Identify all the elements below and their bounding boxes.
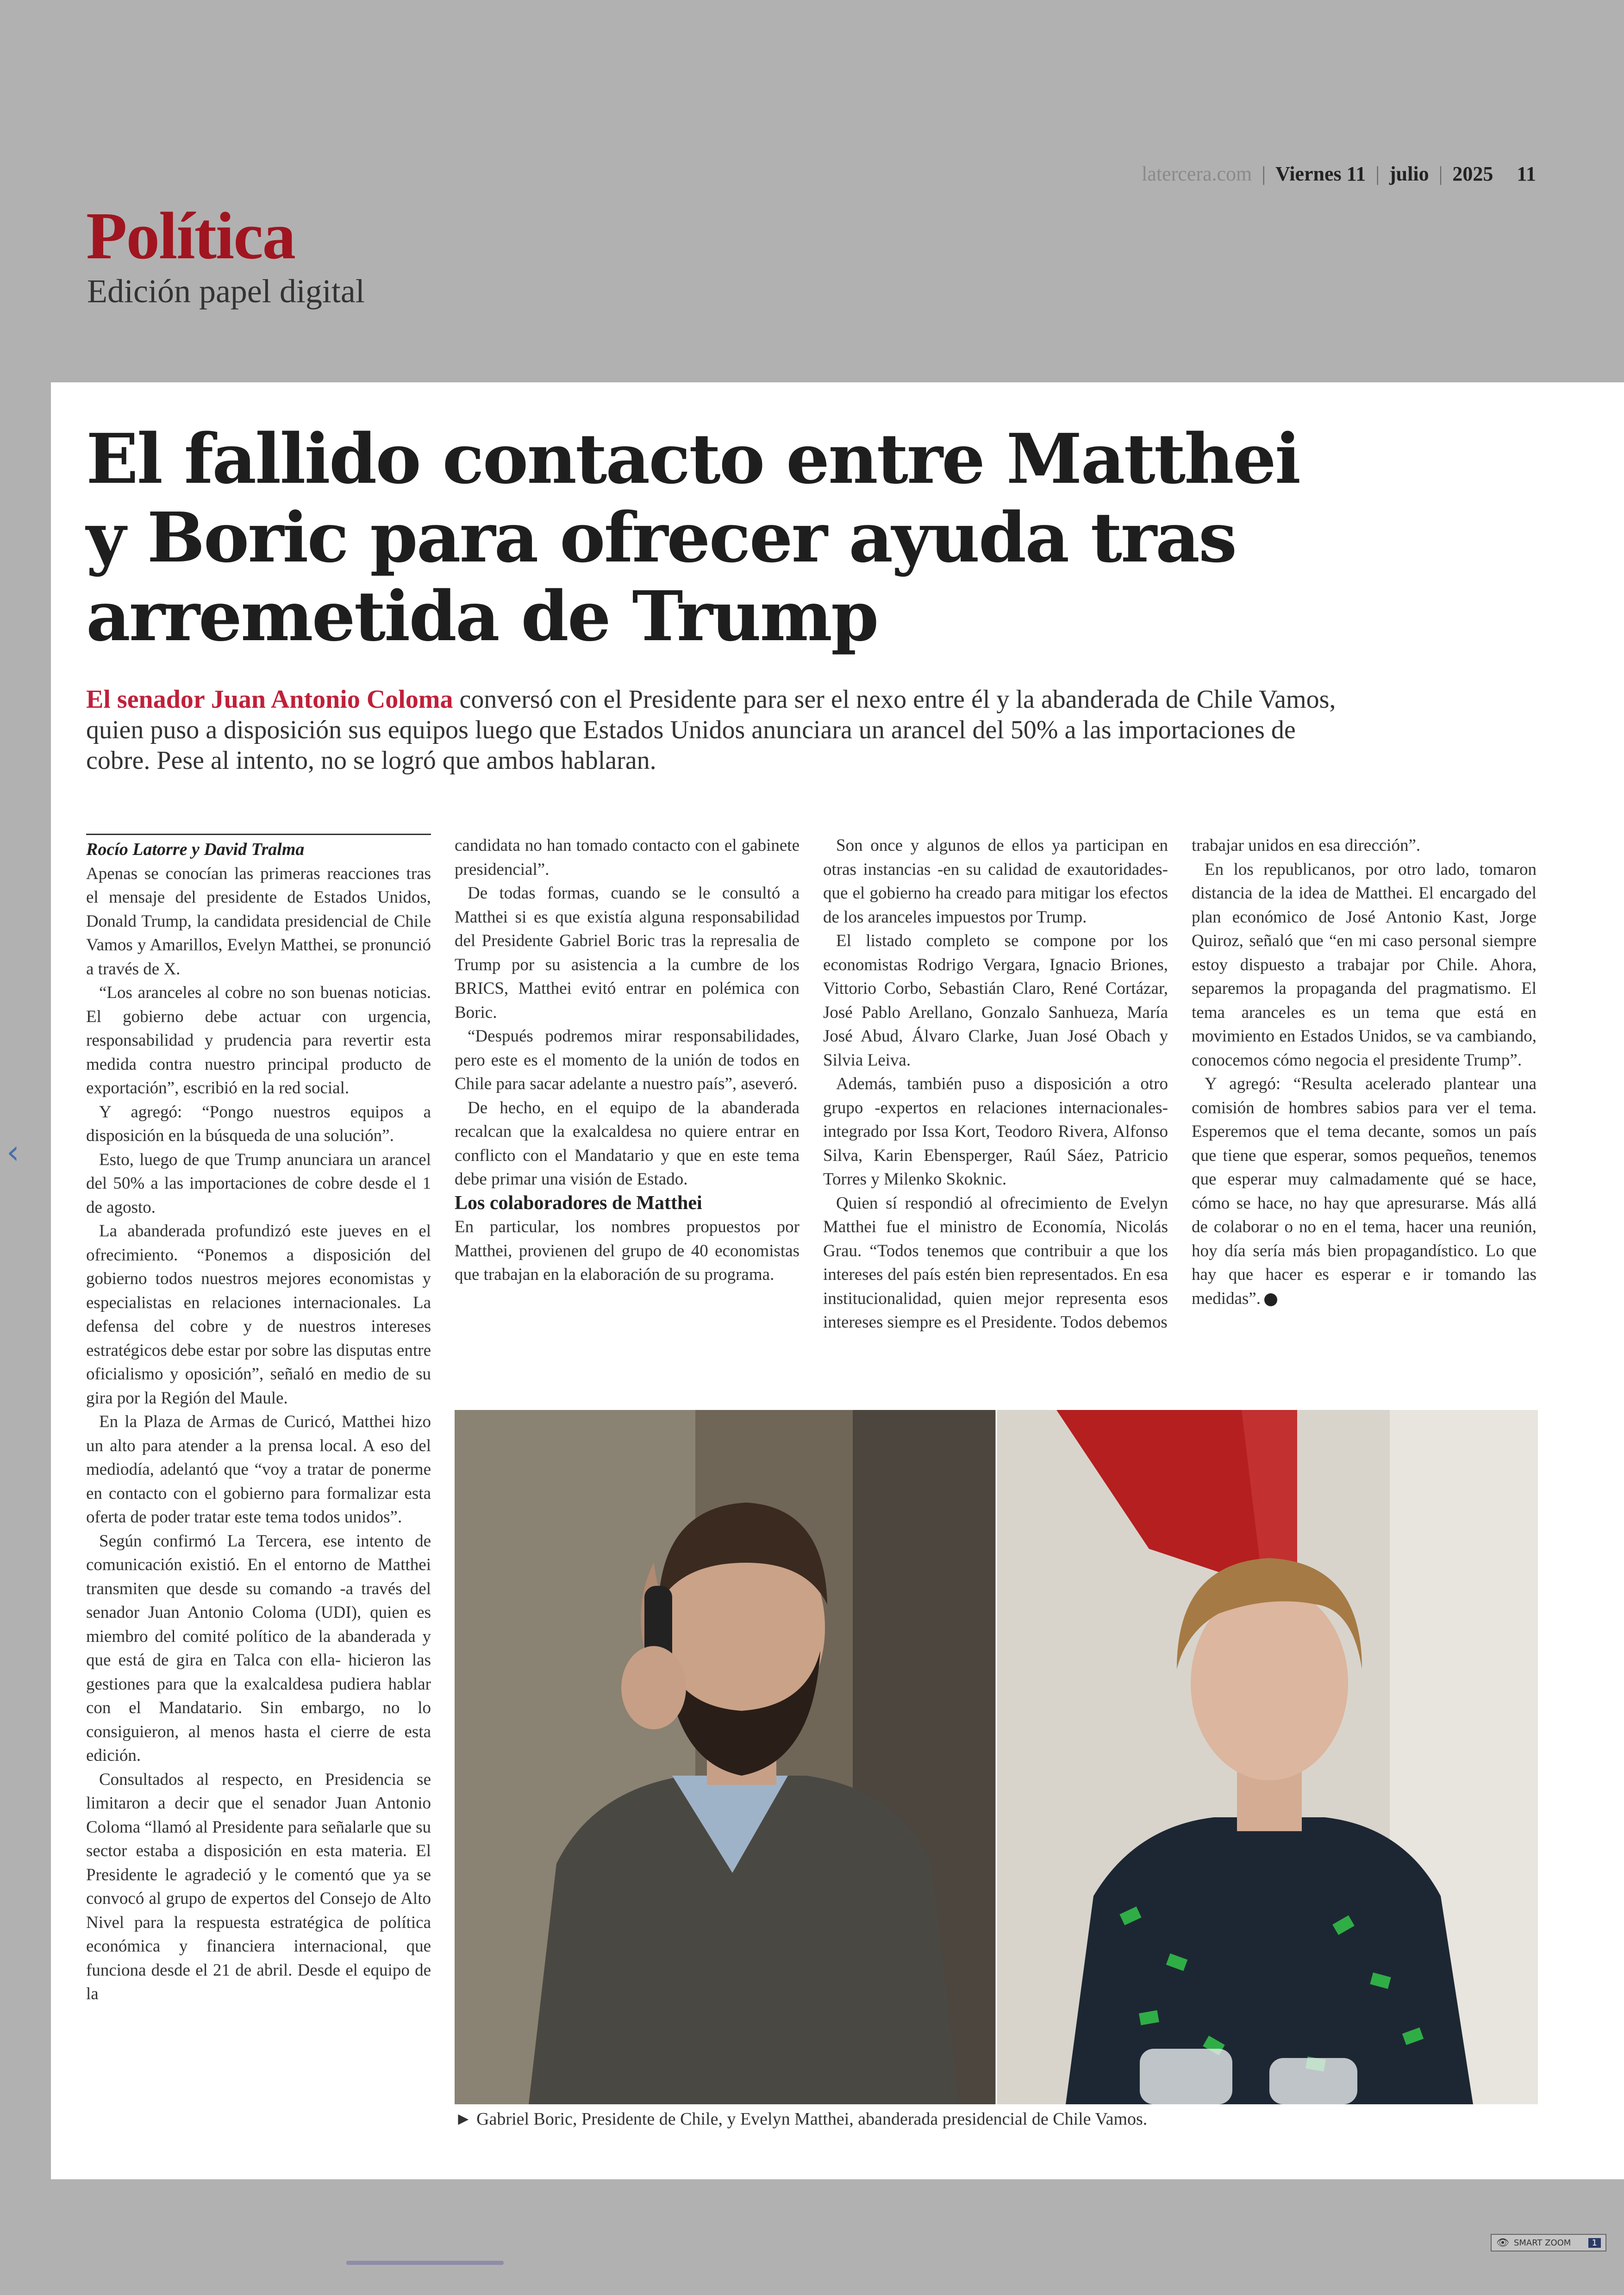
article-headline: El fallido contacto entre Matthei y Boric para ofrecer ayuda tras arremetida de Trump — [86, 418, 1300, 656]
end-of-article-icon — [1264, 1293, 1277, 1306]
paragraph: El listado completo se compone por los economistas Rodrigo Vergara, Ignacio Briones, Vittorio Corbo, Sebastián Claro, René Cortázar, José Pablo Arellano, Gonzalo Sanhueza, María José Abud, Álvaro Clarke, Juan José Obach y Silvia Leiva. — [823, 931, 1168, 1070]
paragraph: trabajar unidos en esa dirección”. — [1192, 836, 1421, 855]
page-progress-bar[interactable] — [346, 2261, 504, 2265]
paragraph: En particular, los nombres propuestos por Matthei, provienen del grupo de 40 economistas que trabajan en la elaboración de su programa. — [455, 1217, 800, 1284]
deck-text: conversó con el Presidente para ser el nexo entre él y la abanderada de Chile Vamos, quien puso a disposición sus equipos luego que Estados Unidos anunciara un arancel del 50% a las importaciones de cobre. Pese al intento, no se logró que ambos hablaran. — [86, 685, 1336, 775]
section-subhead: Los colaboradores de Matthei — [455, 1192, 702, 1214]
smart-zoom-button[interactable] — [1491, 2234, 1606, 2251]
article-page — [51, 382, 1624, 2179]
article-column-1 — [86, 834, 431, 2006]
paragraph: Apenas se conocían las primeras reacciones tras el mensaje del presidente de Estados Unidos, Donald Trump, la candidata presidencial de Chile Vamos y Amarillos, Evelyn Matthei, se pronunció a través de X. — [86, 864, 431, 979]
article-column-3 — [823, 834, 1168, 1335]
paragraph — [1192, 1072, 1537, 1310]
issue-year: 2025 — [1452, 162, 1493, 185]
paragraph: Son once y algunos de ellos ya participan en otras instancias -en su calidad de exautoridades- que el gobierno ha creado para mitigar los efectos de los aranceles impuestos por Trump. — [823, 836, 1168, 927]
paragraph: De todas formas, cuando se le consultó a Matthei si es que existía alguna responsabilidad del Presidente Gabriel Boric tras la represalia de Trump por su asistencia a la cumbre de los BRICS, Matthei evitó entrar en polémica con Boric. — [455, 884, 800, 1022]
paragraph: Según confirmó La Tercera, ese intento de comunicación existió. En el entorno de Matthei transmiten que desde su comando -a través del senador Juan Antonio Coloma (UDI), quien es miembro del comité político de la abanderada y que está de gira en Talca con ella- hicieron las gestiones para que la exalcaldesa pudiera hablar con el Mandatario. Sin embargo, no lo consiguieron, al menos hasta el cierre de esta edición. — [86, 1531, 431, 1765]
site-name: latercera.com — [1142, 162, 1252, 185]
paragraph: “Los aranceles al cobre no son buenas noticias. El gobierno debe actuar con urgencia, responsabilidad y prudencia para revertir esta medida contra nuestro principal producto de exportación”, escribió en la red social. — [86, 983, 431, 1098]
paragraph: Y agregó: “Pongo nuestros equipos a disposición en la búsqueda de una solución”. — [86, 1102, 431, 1145]
paragraph: “Después podremos mirar responsabilidades, pero este es el momento de la unión de todos en Chile para sacar adelante a nuestro país”, aseveró. — [455, 1027, 800, 1093]
smart-zoom-value: 1 — [1588, 2238, 1601, 2248]
paragraph: De hecho, en el equipo de la abanderada recalcan que la exalcaldesa no quiere entrar en conflicto con el Mandatario y que en este tema debe primar una visión de Estado. — [455, 1098, 800, 1189]
article-photo — [455, 1410, 1538, 2104]
deck-lead: El senador Juan Antonio Coloma — [86, 685, 453, 714]
previous-page-icon[interactable]: ‹ — [6, 1133, 19, 1171]
issue-date-bar: latercera.com | Viernes 11 | julio | 2025 11 — [1142, 162, 1536, 185]
section-subtitle: Edición papel digital — [87, 273, 365, 310]
article-deck — [86, 684, 1345, 776]
paragraph: Consultados al respecto, en Presidencia se limitaron a decir que el senador Juan Antonio Coloma “llamó al Presidente para señalarle que su sector estaba a disposición en esta materia. El Presidente le agradeció y le comentó que ya se convocó al grupo de expertos del Consejo de Alto Nivel para la respuesta estratégica de política económica y financiera internacional, que funciona desde el 21 de abril. Desde el equipo de la — [86, 1770, 431, 2003]
issue-weekday: Viernes 11 — [1275, 162, 1366, 185]
paragraph: candidata no han tomado contacto con el gabinete presidencial”. — [455, 836, 800, 879]
paragraph: Quien sí respondió al ofrecimiento de Evelyn Matthei fue el ministro de Economía, Nicolás Grau. “Todos tenemos que contribuir a que los intereses del país estén bien representados. En esa institucionalidad, quien mejor representa esos intereses siempre es el Presidente. Todos debemos — [823, 1193, 1168, 1332]
section-title: Política — [86, 199, 295, 273]
article-column-2 — [455, 834, 800, 1287]
issue-month: julio — [1389, 162, 1429, 185]
smart-zoom-label: SMART ZOOM — [1513, 2238, 1571, 2248]
article-column-4 — [1192, 834, 1537, 1310]
paragraph-text: Y agregó: “Resulta acelerado plantear una comisión de hombres sabios para ver el tema. Esperemos que el tema decante, somos un país que tiene que esperar, somos pequeños, tenemos que esperar muy calmadamente qué se hace, cómo se hace, no hay que apresurarse. Más allá de colaborar o no en el tema, hacer una reunión, hoy día sería más bien propagandístico. Lo que hay que hacer es esperar e ir tomando las medidas”. — [1192, 1074, 1537, 1308]
paragraph: La abanderada profundizó este jueves en el ofrecimiento. “Ponemos a disposición del gobierno todos nuestros mejores economistas y especialistas en relaciones internacionales. La defensa del cobre y de nuestros intereses estratégicos debe estar por sobre las disputas entre oficialismo y oposición”, señaló en medio de su gira por la Región del Maule. — [86, 1222, 431, 1408]
paragraph: Además, también puso a disposición a otro grupo -expertos en relaciones internacionales- integrado por Issa Kort, Teodoro Rivera, Alfonso Silva, Karin Ebensperger, Raúl Sáez, Patricio Torres y Milenko Skoknic. — [823, 1074, 1168, 1189]
paragraph: En la Plaza de Armas de Curicó, Matthei hizo un alto para atender a la prensa local. A eso del mediodía, adelantó que “voy a tratar de ponerme en contacto con el gobierno para formalizar esta oferta de poder tratar este tema todos unidos”. — [86, 1412, 431, 1527]
paragraph: En los republicanos, por otro lado, tomaron distancia de la idea de Matthei. El encargado del plan económico de José Antonio Kast, Jorge Quiroz, señaló que “en mi caso personal siempre estoy dispuesto a trabajar por Chile. Ahora, separemos la propaganda del pragmatismo. El tema aranceles es un tema que está en movimiento en Estados Unidos, se va cambiando, conocemos cómo negocia el presidente Trump”. — [1192, 860, 1537, 1070]
page-number: 11 — [1517, 162, 1536, 185]
paragraph: Esto, luego de que Trump anunciara un arancel del 50% a las importaciones de cobre desde el 1 de agosto. — [86, 1150, 431, 1217]
eye-icon: 👁 — [1496, 2237, 1509, 2249]
photo-caption: ► Gabriel Boric, Presidente de Chile, y Evelyn Matthei, abanderada presidencial de Chile Vamos. — [455, 2109, 1148, 2129]
photo-illustration — [455, 1410, 1538, 2104]
byline: Rocío Latorre y David Tralma — [86, 834, 431, 862]
